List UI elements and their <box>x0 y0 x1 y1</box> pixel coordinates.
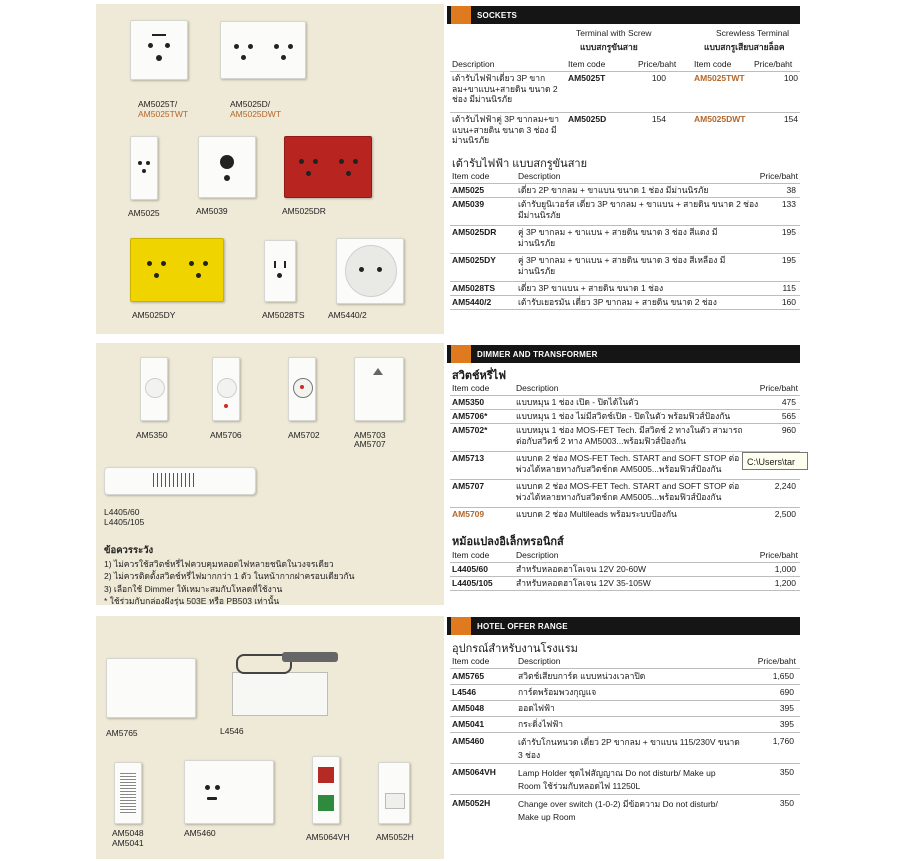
row-price: 38 <box>786 185 796 195</box>
row-price: 475 <box>781 397 796 407</box>
col-description: Description <box>516 550 559 560</box>
label-am5025twt: AM5025TWT <box>138 109 189 119</box>
row-desc: เต้ารับยูนิเวอร์ส เดี่ยว 3P ขากลม + ขาแบน + สายดิน ขนาด 2 ช่อง มีม่านนิรภัย <box>518 199 759 220</box>
row-desc: แบบหมุน 1 ช่อง ไม่มีสวิตช์เปิด - ปิดในตัว พร้อมฟิวส์ป้องกัน <box>516 411 731 421</box>
table-row <box>450 701 800 717</box>
row-price: 100 <box>651 73 666 83</box>
row-desc: แบบกด 2 ช่อง MOS-FET Tech. START and SOFT STOP ต่อพ่วงได้หลายทางกับสวิตช์กด AM5005...พร้อมฟิวส์ป้องกัน <box>516 453 740 474</box>
socket-am5028ts-image <box>264 240 296 302</box>
row-desc: Change over switch (1-0-2) มีข้อความ Do not disturb/ Make up Room <box>518 799 718 822</box>
col-price: Price/baht <box>759 383 798 393</box>
row-code: AM5041 <box>452 719 485 729</box>
header-accent <box>451 617 471 635</box>
shaver-socket-am5460-image <box>184 760 274 824</box>
label-am5702: AM5702 <box>288 430 320 440</box>
table-row <box>450 254 800 282</box>
row-desc: แบบหมุน 1 ช่อง เปิด - ปิดได้ในตัว <box>516 397 639 407</box>
row-desc: คู่ 3P ขากลม + ขาแบน + สายดิน ขนาด 3 ช่อง สีเหลือง มีม่านนิรภัย <box>518 255 726 276</box>
table-row <box>450 717 800 733</box>
table-row <box>450 226 800 254</box>
col-item-code: Item code <box>568 59 606 69</box>
hotel-image-panel <box>96 616 444 859</box>
label-am5028ts: AM5028TS <box>262 310 305 320</box>
row-price: 195 <box>781 227 796 237</box>
row-price: 195 <box>781 255 796 265</box>
sockets-table <box>450 170 800 316</box>
row-desc: เต้ารับไฟฟ้าเดี่ยว 3P ขากลม+ขาแบน+สายดิน ขนาด 2 ช่อง มีม่านนิรภัย <box>452 73 558 104</box>
dimmer-am5702-image <box>288 357 316 421</box>
table-row <box>450 198 800 226</box>
label-am5039: AM5039 <box>196 206 228 216</box>
label-am5703: AM5703 <box>354 430 386 440</box>
row-code: L4405/60 <box>452 564 488 574</box>
sockets-image-panel <box>96 4 444 334</box>
row-price: 115 <box>782 283 796 293</box>
row-code: AM5025T <box>568 73 606 83</box>
table-row <box>450 563 800 577</box>
row-desc: เต้ารับโกนหนวด เดี่ยว 2P ขากลม + ขาแบน 115/230V ขนาด 3 ช่อง <box>518 737 740 760</box>
label-am5048: AM5048 <box>112 828 144 838</box>
socket-am5025d-image <box>220 21 306 79</box>
caution-line: 1) ไม่ควรใช้สวิตช์หรี่ไฟควบคุมหลอดไฟหลายชนิดในวงจรเดียว <box>104 558 334 569</box>
row-code: L4405/105 <box>452 578 493 588</box>
row-price: 395 <box>779 719 794 729</box>
row-code: AM5440/2 <box>452 297 492 307</box>
label-l4405-60: L4405/60 <box>104 507 140 517</box>
row-code2: AM5025TWT <box>694 73 745 83</box>
col-item-code: Item code <box>452 550 490 560</box>
sockets-top-table <box>450 58 800 145</box>
table-row <box>450 282 800 296</box>
row-price: 1,000 <box>774 564 796 574</box>
row-code: AM5048 <box>452 703 485 713</box>
row-price: 1,650 <box>772 671 794 681</box>
dimmer-header <box>447 345 800 363</box>
row-desc: แบบกด 2 ช่อง MOS-FET Tech. START and SOFT STOP ต่อพ่วงได้หลายทางกับสวิตช์กด AM5005...พร้อมฟิวส์ป้องกัน <box>516 481 740 502</box>
col-price: Price/baht <box>757 656 796 666</box>
table-row <box>450 733 800 764</box>
hotel-header-title: HOTEL OFFER RANGE <box>477 622 568 631</box>
caution-line: * ใช้ร่วมกับกล่องฝังรุ่น 503E หรือ PB503 เท่านั้น <box>104 596 280 606</box>
transformer-table <box>450 549 800 595</box>
table-row <box>450 764 800 795</box>
label-l4405-105: L4405/105 <box>104 517 145 527</box>
table-header-row <box>450 382 800 396</box>
col-description: Description <box>518 656 561 666</box>
row-code: AM5064VH <box>452 767 496 777</box>
terminal-screw-en: Terminal with Screw <box>576 28 652 38</box>
row-price: 690 <box>779 687 794 697</box>
label-am5025d: AM5025D/ <box>230 99 271 109</box>
socket-am5025dr-image <box>284 136 372 198</box>
label-am5025dy: AM5025DY <box>132 310 176 320</box>
socket-am5025-image <box>130 136 158 200</box>
row-desc: Lamp Holder ชุดไฟสัญญาณ Do not disturb/ Make up Room ใช้ร่วมกับหลอดไฟ 11250L <box>518 768 716 791</box>
row-desc: แบบกด 2 ช่อง Multileads พร้อมระบบป้องกัน <box>516 509 677 519</box>
row-desc: เต้ารับเยอรมัน เดี่ยว 3P ขากลม + สายดิน ขนาด 2 ช่อง <box>518 297 717 307</box>
table-header-row <box>450 655 800 669</box>
row-code: AM5765 <box>452 671 485 681</box>
label-am5025dwt: AM5025DWT <box>230 109 282 119</box>
col-price2: Price/baht <box>754 59 793 69</box>
row-price: 154 <box>651 114 666 124</box>
sockets-header <box>447 6 800 24</box>
table-row <box>450 508 800 521</box>
table-header-row <box>450 549 800 563</box>
row-desc: สวิตช์เสียบการ์ด แบบหน่วงเวลาปิด <box>518 671 646 681</box>
col-price: Price/baht <box>759 171 798 181</box>
row-code: AM5028TS <box>452 283 495 293</box>
row-code: AM5039 <box>452 199 485 209</box>
socket-am5025t-image <box>130 20 188 80</box>
row-price: 395 <box>779 703 794 713</box>
table-header-row <box>450 170 800 184</box>
row-code: AM5350 <box>452 397 485 407</box>
header-accent <box>451 345 471 363</box>
table-row <box>450 424 800 452</box>
label-am5440: AM5440/2 <box>328 310 367 320</box>
col-description: Description <box>518 171 561 181</box>
row-desc: ออดไฟฟ้า <box>518 703 555 713</box>
row-desc: แบบหมุน 1 ช่อง MOS-FET Tech. มีสวิตช์ 2 ทางในตัว สามารถต่อกับสวิตช์ 2 ทาง AM5003...พร้อมฟิวส์ป้องกัน <box>516 425 743 446</box>
label-am5041: AM5041 <box>112 838 144 848</box>
dimmer-caution-notes <box>104 545 354 608</box>
col-item-code2: Item code <box>694 59 732 69</box>
label-am5706: AM5706 <box>210 430 242 440</box>
row-desc: กระดิ่งไฟฟ้า <box>518 719 564 729</box>
col-description: Description <box>452 59 495 69</box>
transformer-l4405-image <box>104 467 256 495</box>
row-price: 565 <box>781 411 796 421</box>
table-row <box>450 795 800 825</box>
col-price: Price/baht <box>759 550 798 560</box>
dimmer-am5350-image <box>140 357 168 421</box>
hotel-table <box>450 655 800 825</box>
row-price: 133 <box>781 199 796 209</box>
table-header-row <box>450 58 800 72</box>
col-description: Description <box>516 383 559 393</box>
table-row <box>450 577 800 591</box>
terminal-screwless-en: Screwless Terminal <box>716 28 790 38</box>
table-row <box>450 72 800 113</box>
label-am5765: AM5765 <box>106 728 138 738</box>
row-price: 160 <box>781 297 796 307</box>
label-am5350: AM5350 <box>136 430 168 440</box>
row-desc: เต้ารับไฟฟ้าคู่ 3P ขากลม+ขาแบน+สายดิน ขนาด 3 ช่อง มีม่านนิรภัย <box>452 114 559 145</box>
table-row <box>450 669 800 685</box>
caution-line: 2) ไม่ควรติดตั้งสวิตช์หรี่ไฟมากกว่า 1 ตัว ในหน้ากากฝาครอบเดียวกัน <box>104 571 355 581</box>
row-code: AM5052H <box>452 798 491 808</box>
sockets-section-title: เต้ารับไฟฟ้า แบบสกรูขันสาย <box>452 158 588 170</box>
dimmer-am5703-image <box>354 357 404 421</box>
row-code: L4546 <box>452 687 477 697</box>
row-price: 350 <box>779 798 794 808</box>
socket-am5039-image <box>198 136 256 198</box>
dimmer-section-title: สวิตช์หรี่ไฟ <box>452 370 506 382</box>
keycard-l4546-image <box>222 652 338 716</box>
table-row <box>450 685 800 701</box>
row-code: AM5025DR <box>452 227 497 237</box>
row-code: AM5025 <box>452 185 485 195</box>
buzzer-am5048-image <box>114 762 142 824</box>
row-price2: 100 <box>783 73 798 83</box>
label-am5460: AM5460 <box>184 828 216 838</box>
table-row <box>450 113 800 153</box>
row-price2: 154 <box>783 114 798 124</box>
row-desc: สำหรับหลอดฮาโลเจน 12V 20-60W <box>516 564 647 574</box>
sockets-header-title: SOCKETS <box>477 11 518 20</box>
label-am5025: AM5025 <box>128 208 160 218</box>
dimmer-am5706-image <box>212 357 240 421</box>
row-price: 350 <box>779 767 794 777</box>
row-desc: คู่ 3P ขากลม + ขาแบน + สายดิน ขนาด 3 ช่อง สีแดง มีม่านนิรภัย <box>518 227 718 248</box>
row-code: AM5460 <box>452 736 485 746</box>
hotel-header <box>447 617 800 635</box>
row-code: AM5713 <box>452 453 485 463</box>
row-code: AM5707 <box>452 481 485 491</box>
row-desc: เดี่ยว 2P ขากลม + ขาแบน ขนาด 1 ช่อง มีม่านนิรภัย <box>518 185 709 195</box>
lamp-holder-am5064vh-image <box>312 756 340 824</box>
col-item-code: Item code <box>452 656 490 666</box>
row-code: AM5025D <box>568 114 607 124</box>
row-desc: เดี่ยว 3P ขาแบน + สายดิน ขนาด 1 ช่อง <box>518 283 664 293</box>
label-l4546: L4546 <box>220 726 244 736</box>
col-item-code: Item code <box>452 171 490 181</box>
socket-am5025dy-image <box>130 238 224 302</box>
table-row <box>450 396 800 410</box>
label-am5025t: AM5025T/ <box>138 99 178 109</box>
col-item-code: Item code <box>452 383 490 393</box>
row-desc: สำหรับหลอดฮาโลเจน 12V 35-105W <box>516 578 651 588</box>
table-row <box>450 184 800 198</box>
terminal-screw-th: แบบสกรูขันสาย <box>580 42 638 52</box>
row-code2: AM5025DWT <box>694 114 746 124</box>
row-price: 960 <box>781 425 796 435</box>
changeover-switch-am5052h-image <box>378 762 410 824</box>
caution-title: ข้อควรระวัง <box>104 545 154 556</box>
row-code: AM5709 <box>452 509 485 519</box>
row-price: 1,760 <box>772 736 794 746</box>
row-code: AM5025DY <box>452 255 496 265</box>
label-am5064vh: AM5064VH <box>306 832 350 842</box>
row-price: 2,240 <box>774 481 796 491</box>
row-code: AM5706* <box>452 411 488 421</box>
row-desc: การ์ดพร้อมพวงกุญแจ <box>518 687 597 697</box>
hotel-section-title: อุปกรณ์สำหรับงานโรงแรม <box>452 643 578 655</box>
header-accent <box>451 6 471 24</box>
caution-line: 3) เลือกใช้ Dimmer ให้เหมาะสมกับโหลดที่ใช้งาน <box>104 583 283 594</box>
socket-am5440-image <box>336 238 404 304</box>
label-am5707: AM5707 <box>354 439 386 449</box>
transformer-section-title: หม้อแปลงอิเล็กทรอนิกส์ <box>452 536 564 548</box>
row-code: AM5702* <box>452 425 488 435</box>
table-row <box>450 480 800 508</box>
terminal-screwless-th: แบบสกรูเสียบสายล็อค <box>704 42 785 52</box>
col-price: Price/baht <box>638 59 677 69</box>
dimmer-header-title: DIMMER AND TRANSFORMER <box>477 350 598 359</box>
path-tooltip: C:\Users\tar <box>742 452 808 470</box>
row-price: 2,500 <box>774 509 796 519</box>
row-price: 1,200 <box>774 578 796 588</box>
label-am5025dr: AM5025DR <box>282 206 326 216</box>
table-row <box>450 410 800 424</box>
card-switch-am5765-image <box>106 658 196 718</box>
label-am5052h: AM5052H <box>376 832 414 842</box>
table-row <box>450 296 800 310</box>
